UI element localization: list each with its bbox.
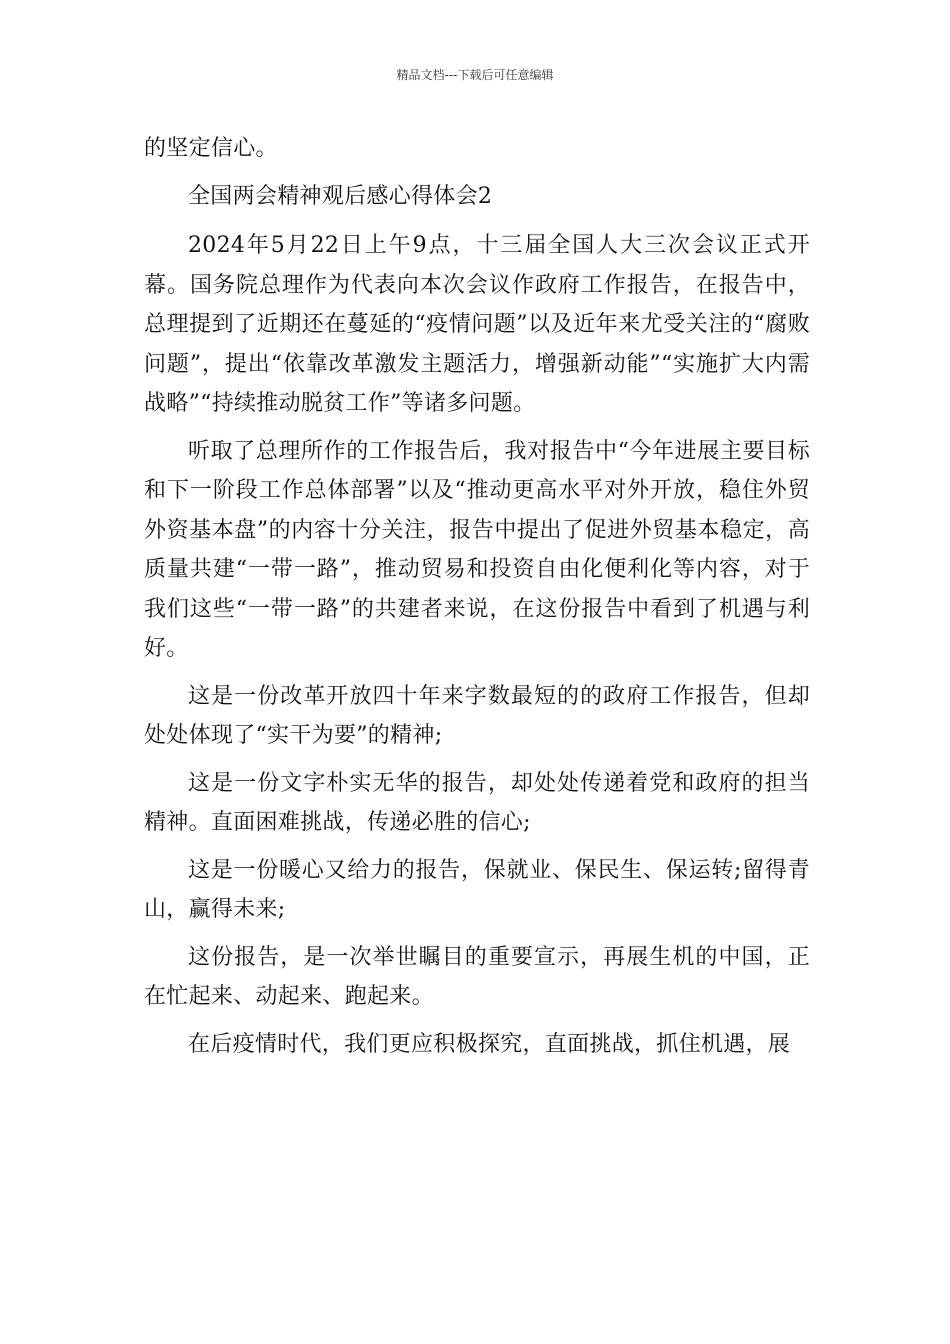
section-title: 全国两会精神观后感心得体会2 bbox=[188, 183, 493, 209]
paragraph: 2024年5月22日上午9点，十三届全国人大三次会议正式开幕。国务院总理作为代表向本次会议作政府工作报告，在报告中，总理提到了近期还在蔓延的“疫情问题”以及近年来尤受关注的“腐败问题”，提出“依靠改革激发主题活力，增强新动能”“实施扩大内需战略”“持续推动脱贫工作”等诸多问题。 bbox=[144, 233, 810, 416]
page-header: 精品文档---下载后可任意编辑 bbox=[396, 68, 554, 82]
document-body bbox=[144, 129, 810, 1072]
paragraph-continuation: 的坚定信心。 bbox=[144, 136, 278, 161]
paragraph: 这是一份文字朴实无华的报告，却处处传递着党和政府的担当精神。直面困难挑战，传递必胜的信心; bbox=[144, 770, 810, 835]
paragraph: 听取了总理所作的工作报告后，我对报告中“今年进展主要目标和下一阶段工作总体部署”以及“推动更高水平对外开放，稳住外贸外资基本盘”的内容十分关注，报告中提出了促进外贸基本稳定，高质量共建“一带一路”，推动贸易和投资自由化便利化等内容，对于我们这些“一带一路”的共建者来说，在这份报告中看到了机遇与利好。 bbox=[144, 438, 810, 661]
paragraph: 这是一份暖心又给力的报告，保就业、保民生、保运转;留得青山，赢得未来; bbox=[144, 857, 810, 922]
paragraph: 这是一份改革开放四十年来字数最短的的政府工作报告，但却处处体现了“实干为要”的精神; bbox=[144, 683, 810, 748]
paragraph: 在后疫情时代，我们更应积极探究，直面挑战，抓住机遇，展 bbox=[188, 1031, 791, 1057]
paragraph: 这份报告，是一次举世瞩目的重要宣示，再展生机的中国，正在忙起来、动起来、跑起来。 bbox=[144, 944, 810, 1009]
